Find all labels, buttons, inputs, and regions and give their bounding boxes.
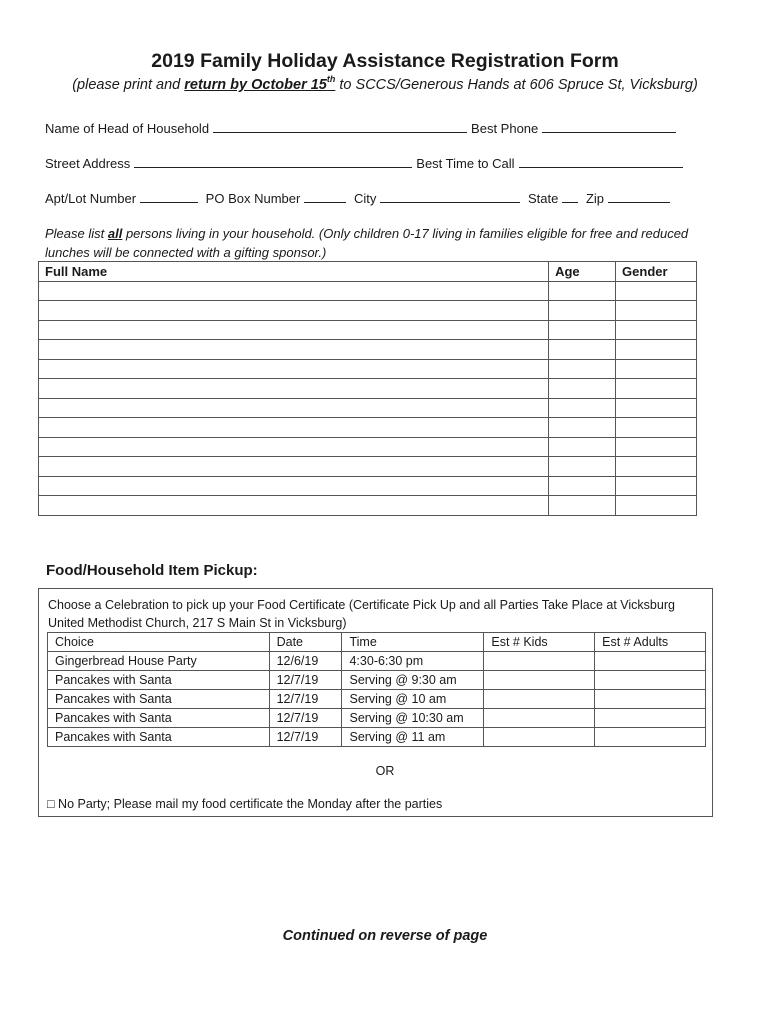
- household-row: [39, 476, 697, 496]
- subtitle-prefix: (please print and: [72, 77, 185, 93]
- note-emph: all: [107, 226, 123, 241]
- household-row: [39, 418, 697, 438]
- continued-note: Continued on reverse of page: [282, 928, 488, 944]
- party-time: Serving @ 11 am: [342, 728, 484, 747]
- est-adults-field[interactable]: [595, 652, 706, 671]
- gender-field[interactable]: [616, 476, 697, 496]
- best-time-label: Best Time to Call: [416, 156, 515, 171]
- age-field[interactable]: [549, 379, 616, 399]
- col-date: Date: [269, 633, 342, 652]
- party-choice: Gingerbread House Party: [48, 652, 270, 671]
- gender-field[interactable]: [616, 301, 697, 321]
- full-name-field[interactable]: [39, 398, 549, 418]
- age-field[interactable]: [549, 457, 616, 477]
- state-label: State: [527, 191, 559, 206]
- form-subtitle: [0, 74, 770, 93]
- party-row: [48, 690, 706, 709]
- full-name-field[interactable]: [39, 359, 549, 379]
- full-name-field[interactable]: [39, 320, 549, 340]
- est-kids-field[interactable]: [484, 709, 595, 728]
- subtitle-suffix: to SCCS/Generous Hands at 606 Spruce St, Vicksburg): [335, 77, 698, 93]
- head-of-household-label: Name of Head of Household: [45, 121, 210, 136]
- party-choice: Pancakes with Santa: [48, 728, 270, 747]
- est-adults-field[interactable]: [595, 671, 706, 690]
- city-field[interactable]: [380, 192, 520, 203]
- est-adults-field[interactable]: [595, 690, 706, 709]
- checkbox-icon[interactable]: □: [47, 797, 55, 811]
- gender-field[interactable]: [616, 281, 697, 301]
- party-time: Serving @ 10:30 am: [342, 709, 484, 728]
- party-time: 4:30-6:30 pm: [342, 652, 484, 671]
- age-field[interactable]: [549, 301, 616, 321]
- party-date: 12/7/19: [269, 709, 342, 728]
- household-row: [39, 301, 697, 321]
- full-name-field[interactable]: [39, 476, 549, 496]
- apt-lot-field[interactable]: [140, 192, 198, 203]
- col-est-adults: Est # Adults: [595, 633, 706, 652]
- col-age: Age: [549, 262, 616, 282]
- city-label: City: [353, 191, 377, 206]
- full-name-field[interactable]: [39, 301, 549, 321]
- full-name-field[interactable]: [39, 379, 549, 399]
- head-of-household-field[interactable]: [213, 122, 467, 133]
- zip-field[interactable]: [608, 192, 670, 203]
- gender-field[interactable]: [616, 418, 697, 438]
- party-date: 12/7/19: [269, 671, 342, 690]
- age-field[interactable]: [549, 418, 616, 438]
- age-field[interactable]: [549, 359, 616, 379]
- full-name-field[interactable]: [39, 437, 549, 457]
- return-deadline: [184, 74, 336, 93]
- or-separator: OR: [375, 764, 395, 778]
- col-gender: Gender: [616, 262, 697, 282]
- field-row-2: [45, 156, 687, 171]
- household-row: [39, 320, 697, 340]
- household-row: [39, 398, 697, 418]
- party-header-row: [48, 633, 706, 652]
- gender-field[interactable]: [616, 496, 697, 516]
- household-row: [39, 379, 697, 399]
- food-pickup-heading: Food/Household Item Pickup:: [46, 562, 258, 579]
- gender-field[interactable]: [616, 359, 697, 379]
- gender-field[interactable]: [616, 398, 697, 418]
- age-field[interactable]: [549, 281, 616, 301]
- full-name-field[interactable]: [39, 281, 549, 301]
- no-party-option[interactable]: [47, 797, 442, 811]
- household-row: [39, 340, 697, 360]
- gender-field[interactable]: [616, 437, 697, 457]
- household-row: [39, 359, 697, 379]
- est-adults-field[interactable]: [595, 709, 706, 728]
- party-row: [48, 709, 706, 728]
- party-row: [48, 671, 706, 690]
- note-prefix: Please list: [45, 226, 108, 241]
- full-name-field[interactable]: [39, 418, 549, 438]
- field-row-3: [45, 191, 674, 206]
- field-row-1: [45, 121, 680, 136]
- party-date: 12/7/19: [269, 690, 342, 709]
- col-est-kids: Est # Kids: [484, 633, 595, 652]
- po-box-label: PO Box Number: [205, 191, 301, 206]
- age-field[interactable]: [549, 340, 616, 360]
- note-suffix: persons living in your household. (Only children 0-17 living in families eligible for free and reduced lunches will be connected with a gifting sponsor.): [45, 226, 689, 260]
- gender-field[interactable]: [616, 320, 697, 340]
- state-field[interactable]: [562, 192, 578, 203]
- deadline-sup: th: [326, 74, 336, 84]
- est-adults-field[interactable]: [595, 728, 706, 747]
- deadline-text: return by October 15: [184, 77, 327, 93]
- household-row: [39, 437, 697, 457]
- po-box-field[interactable]: [304, 192, 346, 203]
- col-full-name: Full Name: [39, 262, 549, 282]
- full-name-field[interactable]: [39, 457, 549, 477]
- full-name-field[interactable]: [39, 496, 549, 516]
- age-field[interactable]: [549, 437, 616, 457]
- best-phone-label: Best Phone: [471, 121, 539, 136]
- est-kids-field[interactable]: [484, 690, 595, 709]
- gender-field[interactable]: [616, 379, 697, 399]
- party-table: [47, 632, 706, 747]
- form-title: 2019 Family Holiday Assistance Registration Form: [151, 50, 619, 72]
- age-field[interactable]: [549, 320, 616, 340]
- food-pickup-intro: Choose a Celebration to pick up your Food Certificate (Certificate Pick Up and all Parties Take Place at Vicksburg United Methodist Church, 217 S Main St in Vicksburg): [48, 598, 675, 630]
- best-phone-field[interactable]: [542, 122, 676, 133]
- est-kids-field[interactable]: [484, 671, 595, 690]
- household-row: [39, 281, 697, 301]
- age-field[interactable]: [549, 398, 616, 418]
- party-choice: Pancakes with Santa: [48, 690, 270, 709]
- household-header-row: [39, 262, 697, 282]
- street-address-label: Street Address: [45, 156, 131, 171]
- party-date: 12/7/19: [269, 728, 342, 747]
- est-kids-field[interactable]: [484, 652, 595, 671]
- best-time-field[interactable]: [519, 157, 683, 168]
- party-row: [48, 652, 706, 671]
- age-field[interactable]: [549, 476, 616, 496]
- party-choice: Pancakes with Santa: [48, 671, 270, 690]
- gender-field[interactable]: [616, 340, 697, 360]
- party-time: Serving @ 9:30 am: [342, 671, 484, 690]
- party-date: 12/6/19: [269, 652, 342, 671]
- col-time: Time: [342, 633, 484, 652]
- household-note: [45, 224, 735, 262]
- household-row: [39, 457, 697, 477]
- age-field[interactable]: [549, 496, 616, 516]
- zip-label: Zip: [585, 191, 605, 206]
- household-row: [39, 496, 697, 516]
- gender-field[interactable]: [616, 457, 697, 477]
- full-name-field[interactable]: [39, 340, 549, 360]
- party-row: [48, 728, 706, 747]
- est-kids-field[interactable]: [484, 728, 595, 747]
- household-table: [38, 261, 697, 516]
- col-choice: Choice: [48, 633, 270, 652]
- party-time: Serving @ 10 am: [342, 690, 484, 709]
- street-address-field[interactable]: [134, 157, 412, 168]
- party-choice: Pancakes with Santa: [48, 709, 270, 728]
- no-party-label: No Party; Please mail my food certificate the Monday after the parties: [58, 797, 443, 811]
- apt-lot-label: Apt/Lot Number: [45, 191, 137, 206]
